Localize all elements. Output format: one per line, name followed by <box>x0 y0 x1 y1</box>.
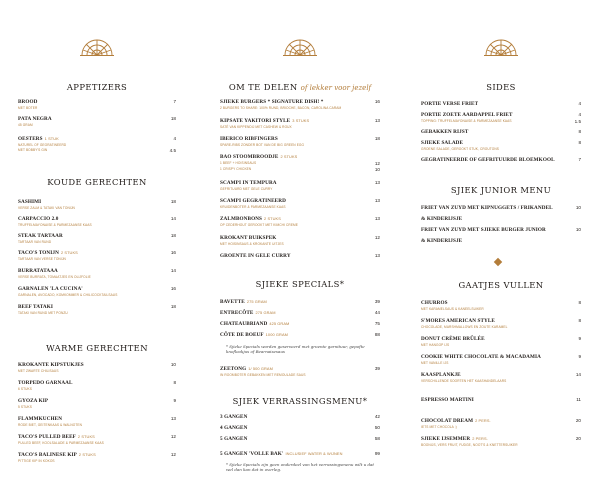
menu-item <box>18 99 176 110</box>
item-qty: 2 STUKS <box>77 434 95 439</box>
item-desc: 5 STUKS <box>18 405 32 409</box>
item-price: 12 <box>374 235 380 240</box>
item-name: SJIEKE BURGERS * SIGNATURE DISH! * <box>220 99 324 105</box>
menu-item <box>421 318 581 329</box>
menu-item <box>421 129 581 135</box>
item-price: 16 <box>170 250 176 255</box>
item-price: 50 <box>374 425 380 430</box>
menu-item <box>421 157 581 163</box>
item-price: 18 <box>170 199 176 204</box>
item-desc: PULLED BEEF, KOOLSALADE & PARMEZAANSE KAAS <box>18 441 104 445</box>
item-desc: SPARE-RIBS ZONDER BOT VAN DE BIG GREEN EGG <box>220 143 305 147</box>
item-price: 18 <box>170 304 176 309</box>
item-price: 8 <box>578 318 581 323</box>
item-name: SCAMPI IN TEMPURA <box>220 180 277 186</box>
item-desc: GROENE SALADE, GEROOKT STUK, CROUTONS <box>421 147 499 151</box>
item-qty: 425 GRAM <box>269 321 290 326</box>
item-price: 10 <box>575 227 581 232</box>
menu-item <box>220 366 380 377</box>
item-price: 88 <box>374 332 380 337</box>
item-qty: 3 STUKS <box>292 118 310 123</box>
menu-item <box>18 286 176 297</box>
item-desc: BOONIJS, VERS FRUIT, FUDGE, NOOT'S & KNETTERSUIKER <box>421 443 518 447</box>
item-price: 58 <box>374 436 380 441</box>
menu-item <box>421 397 581 403</box>
item-desc: TRUFFELMAYONAISE & PARMEZAANSE KAAS <box>18 223 92 227</box>
menu-item <box>18 416 176 427</box>
item-name: GEGRATINEERDE OF GEFRITUURDE BLOEMKOOL <box>421 157 555 163</box>
menu-item <box>421 436 581 447</box>
item-price: 18 <box>170 116 176 121</box>
menu-item <box>220 310 380 316</box>
menu-item <box>421 140 581 151</box>
item-name: GARNALEN 'LA CUCINA' <box>18 286 83 292</box>
item-price: 10 <box>575 205 581 210</box>
item-desc: VERSE ZALM & TATAKI VAN TONIJN <box>18 206 75 210</box>
menu-item <box>220 321 380 327</box>
item-name: TORPEDO GARNAAL <box>18 380 73 386</box>
item-desc: OP CEDERHOUT GEROOKT MET KIMCHI CREME <box>220 223 299 227</box>
diamond-divider-icon <box>494 258 502 266</box>
item-name: BURRATATAAA <box>18 268 58 274</box>
item-qty: INCLUSIEF WATER & WIJNEN <box>285 451 343 456</box>
section-title-om-te-delen <box>220 82 380 92</box>
item-price: 8 <box>578 129 581 134</box>
item-name: 5 GANGEN <box>220 436 248 442</box>
item-desc: MET BOTER <box>18 106 38 110</box>
item-desc: TARTAAR VAN VERSE TONIJN <box>18 257 66 261</box>
section-title-appetizers: APPETIZERS <box>66 82 128 92</box>
menu-item <box>220 180 380 191</box>
item-desc: NATUREL OF GEGRATINEERD <box>18 143 67 147</box>
item-name: 4 GANGEN <box>220 425 248 431</box>
item-price: 20 <box>575 418 581 423</box>
item-price: 4 <box>578 101 581 106</box>
menu-item <box>220 99 380 110</box>
item-price: 13 <box>374 198 380 203</box>
item-desc: IN ROOMBOTER GEBAKKEN MET REMOULADE SAUS <box>220 373 306 377</box>
item-desc: CHOCOLADE, MARSHMALLOWS EN ZOUTE KARAMEL <box>421 325 508 329</box>
menu-item <box>421 372 581 383</box>
item-desc: SATÉ VAN KIPPENDIJ MET CASHEW & ROUX <box>220 125 292 129</box>
menu-item <box>220 154 380 172</box>
item-name: DONUT CRÈME BRÛLÉE <box>421 336 485 342</box>
item-desc: MET KARAMELSAUS & KANEELSUIKER <box>421 307 484 311</box>
section-title-text: OM TE DELEN <box>228 82 298 92</box>
item-qty: 2 STUKS <box>264 216 281 221</box>
item-price: 39 <box>374 299 380 304</box>
item-name: KROKANT BUIKSPEK <box>220 235 277 241</box>
item-price: 16 <box>170 286 176 291</box>
item-name: CARPACCIO 2.0 <box>18 216 59 222</box>
item-price: 99 <box>374 451 380 456</box>
item-name: KIPSATE YAKITORI STYLE <box>220 118 291 124</box>
item-price: 12 <box>170 452 176 457</box>
item-name: GROENTE IN GELE CURRY <box>220 253 291 259</box>
item-name: 5 GANGEN 'VOLLE BAK' <box>220 451 284 457</box>
menu-item <box>220 299 380 305</box>
item-name-line2: & KINDERIJSJE <box>421 216 463 222</box>
item-price: 10 <box>170 362 176 367</box>
section-title-sides: SIDES <box>486 82 516 92</box>
menu-item <box>18 452 176 463</box>
item-name: CHURROS <box>421 300 448 306</box>
item-name: ZEETONG <box>220 366 247 372</box>
item-qty: 2 PERS. <box>475 418 491 423</box>
item-price: 13 <box>374 180 380 185</box>
menu-item <box>421 418 581 429</box>
item-desc: KRUIDENBOTER & PARMEZAANSE KAAS <box>220 205 286 209</box>
item-price: 9 <box>578 354 581 359</box>
menu-item <box>421 227 581 244</box>
menu-item <box>421 112 581 124</box>
item-name: BROOD <box>18 99 38 105</box>
item-price: 7 <box>173 99 176 104</box>
item-name: TACO'S TONIJN <box>18 250 59 256</box>
item-desc: MET BOBBY'S GIN <box>18 148 48 152</box>
menu-item <box>18 398 176 409</box>
menu-item <box>18 362 176 373</box>
item-price: 42 <box>374 414 380 419</box>
item-price: 4 <box>173 136 176 141</box>
menu-item <box>421 336 581 347</box>
item-desc: 6 STUKS <box>18 387 32 391</box>
item-name: GEBAKKEN RIJST <box>421 129 469 135</box>
item-price: 9 <box>173 398 176 403</box>
item-price: 18 <box>170 233 176 238</box>
item-desc: IETS MET CHOCOLA :) <box>421 425 457 429</box>
menu-item <box>18 116 176 127</box>
menu-item <box>220 414 380 420</box>
item-qty: 275 GRAM <box>246 299 267 304</box>
item-name: IBERICO RIBFINGERS <box>220 136 278 142</box>
item-name: CHATEAUBRIAND <box>220 321 268 327</box>
menu-item <box>220 118 380 129</box>
menu-item <box>421 300 581 311</box>
item-name: TACO'S PULLED BEEF <box>18 434 76 440</box>
menu-item <box>18 199 176 210</box>
item-desc: PITTIGE KIP IN KOKOS <box>18 459 55 463</box>
item-name: PORTIE VERSE FRIET <box>421 101 479 107</box>
item-price: 13 <box>374 118 380 123</box>
menu-item <box>421 205 581 222</box>
item-price: 14 <box>170 216 176 221</box>
item-price: 12 <box>170 434 176 439</box>
item-qty: 2 STUKS <box>60 250 78 255</box>
item-name: S'MORES AMERICAN STYLE <box>421 318 495 324</box>
item-price: 12 <box>374 161 380 166</box>
menu-item <box>18 434 176 445</box>
item-name: GYOZA KIP <box>18 398 49 404</box>
section-title-gaatjes-vullen: GAATJES VULLEN <box>458 280 544 290</box>
item-name: ENTRECÔTE <box>220 310 254 316</box>
section-title-sjieke-specials: SJIEKE SPECIALS* <box>255 279 345 289</box>
item-name: STEAK TARTAAR <box>18 233 63 239</box>
item-desc: MET HOISINSAUS & KROKANTE UITJES <box>220 242 284 246</box>
item-price: 13 <box>374 253 380 258</box>
art-deco-fan-icon <box>283 34 317 56</box>
item-name: BEEF TATAKI <box>18 304 53 310</box>
item-desc: VERSCHILLENDE SOORTEN HET KAASHANDELAARS <box>421 379 507 383</box>
item-name: ZALMBONBONS <box>220 216 263 222</box>
item-desc: TATAKI VAN RUND MET PONZU <box>18 311 68 315</box>
menu-item <box>220 235 380 246</box>
item-desc: MET HANGOP IJS <box>421 343 450 347</box>
item-name: OESTERS <box>18 136 43 142</box>
item-desc: GEFRITUURD MET GELE CURRY <box>220 187 273 191</box>
item-price: 44 <box>374 310 380 315</box>
item-desc: 1 BEEF + HOISINSAUS <box>220 161 257 165</box>
item-price: 16 <box>374 99 380 104</box>
item-price: 11 <box>576 397 581 402</box>
item-name: BAVETTE <box>220 299 245 305</box>
item-price: 75 <box>374 321 380 326</box>
item-price: 18 <box>374 136 380 141</box>
menu-item <box>18 233 176 244</box>
item-name: PORTIE ZOETE AARDAPPEL FRIET <box>421 112 513 118</box>
art-deco-fan-icon <box>484 34 518 56</box>
menu-item <box>18 268 176 279</box>
menu-item <box>220 332 380 338</box>
menu-item <box>220 436 380 442</box>
item-qty: 275 GRAM <box>255 310 276 315</box>
item-name: CHOCOLAT DREAM <box>421 418 474 424</box>
item-name: TACO'S BALINESE KIP <box>18 452 77 458</box>
specials-footnote: * Sjieke Specials worden geserveerd met groente garnituur, gepofte knoflookjus of Bearnaisesaus <box>226 344 365 355</box>
item-price: 1.5 <box>574 119 581 124</box>
item-price: 14 <box>575 372 581 377</box>
item-price: 13 <box>170 416 176 421</box>
item-desc: TOPPING: TRUFFELMAYONAISE & PARMEZAANSE KAAS <box>421 119 512 123</box>
item-name: CÔTE DE BOEUF <box>220 332 264 338</box>
item-name: KAASPLANKJE <box>421 372 461 378</box>
item-name: FLAMMKUCHEN <box>18 416 63 422</box>
item-name: SJIEKE SALADE <box>421 140 464 146</box>
item-price: 20 <box>575 436 581 441</box>
menu-item <box>220 451 380 457</box>
item-name: SCAMPI GEGRATINEERD <box>220 198 286 204</box>
item-price: 13 <box>374 216 380 221</box>
menu-item <box>18 250 176 261</box>
menu-item <box>18 216 176 227</box>
section-title-junior-menu: SJIEK JUNIOR MENU <box>450 185 552 195</box>
section-title-koude-gerechten: KOUDE GERECHTEN <box>47 177 147 187</box>
menu-item <box>18 380 176 391</box>
item-desc: VERSE BURRATA, TOMAATJES EN OLIJFOLIE <box>18 275 91 279</box>
item-name: COOKIE WHITE CHOCOLATE & MACADAMIA <box>421 354 541 360</box>
item-price: 8 <box>173 380 176 385</box>
item-desc: 2 BURGERS TO SHARE: 100% RUND, BRIOCHE, BACON, CAROLINA CARAM <box>220 106 342 110</box>
menu-item <box>421 101 581 107</box>
item-name: SJIEKE IJSEMMER <box>421 436 471 442</box>
item-name: SASHIMI <box>18 199 42 205</box>
item-name-line2: & KINDERIJSJE <box>421 238 463 244</box>
menu-column-right <box>421 0 581 500</box>
menu-item <box>220 198 380 209</box>
item-qty: 1 STUK <box>44 136 59 141</box>
item-name: PATA NEGRA <box>18 116 52 122</box>
verrassing-footnote: * Sjieke Specials zijn geen onderdeel van het verrassingsmenu wilt u dat wel dan kan dat in overleg. <box>226 462 374 473</box>
menu-item <box>18 304 176 315</box>
item-name: 3 GANGEN <box>220 414 248 420</box>
item-desc: TARTAAR VAN RUND <box>18 240 52 244</box>
item-qty: 1/ 500 GRAM <box>248 366 273 371</box>
menu-item <box>220 216 380 227</box>
item-desc: GARNALEN, AVOCADO, KOMKOMMER & CHILICOCKTAILSAUS <box>18 293 118 297</box>
item-price: 9 <box>578 336 581 341</box>
art-deco-fan-icon <box>80 34 114 56</box>
item-qty: 1000 GRAM <box>265 332 288 337</box>
item-price: 4 <box>578 112 581 117</box>
item-desc: RODE BIET, GEITENKAAS & WALNOTEN <box>18 423 83 427</box>
menu-item <box>18 136 176 153</box>
section-subtitle-script: of lekker voor jezelf <box>300 84 372 92</box>
item-price: 39 <box>374 366 380 371</box>
item-desc: MET VANILLE IJS <box>421 361 449 365</box>
menu-item <box>220 253 380 259</box>
menu-item <box>220 425 380 431</box>
item-price: 8 <box>578 140 581 145</box>
section-title-verrassingsmenu: SJIEK VERRASSINGSMENU* <box>232 396 368 406</box>
item-price: 10 <box>374 167 380 172</box>
item-name: ESPRESSO MARTINI <box>421 397 474 403</box>
item-qty: 2 STUKS <box>78 452 96 457</box>
menu-item <box>220 136 380 147</box>
item-name: FRIET VAN ZUYD MET KIPNUGGETS / FRIKANDEL <box>421 205 553 211</box>
item-desc: 45 GRAM <box>18 123 33 127</box>
item-price: 4.5 <box>169 148 176 153</box>
item-name: FRIET VAN ZUYD MET SJIEKE BURGER JUNIOR <box>421 227 546 233</box>
item-qty: 2 STUKS <box>280 154 298 159</box>
menu-column-left <box>18 0 176 500</box>
menu-item <box>421 354 581 365</box>
section-title-warme-gerechten: WARME GERECHTEN <box>46 343 148 353</box>
menu-column-middle <box>220 0 380 500</box>
item-desc: 1 CRISPY CHICKEN <box>220 167 252 171</box>
item-price: 8 <box>578 300 581 305</box>
item-price: 14 <box>170 268 176 273</box>
item-name: BAO STOOMBROODJE <box>220 154 279 160</box>
item-name: KROKANTE KIPSTUKJES <box>18 362 84 368</box>
item-price: 7 <box>578 157 581 162</box>
item-desc: MET ZWARTE CHILISAUS <box>18 369 59 373</box>
item-qty: 2 PERS. <box>472 436 488 441</box>
